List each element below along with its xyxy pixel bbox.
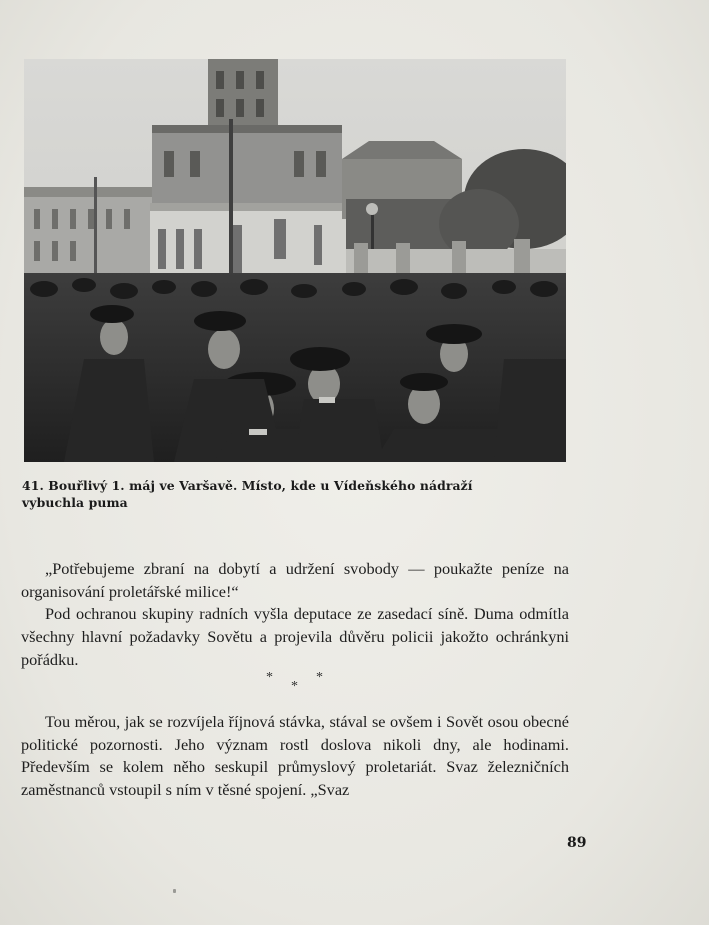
page-number: 89: [567, 835, 587, 851]
paragraph: „Potřebujeme zbraní na dobytí a udržení svobody — poukažte peníze na organisování proletářské milice!“: [21, 559, 569, 601]
asterisk: *: [291, 679, 298, 694]
figure-caption: 41. Bouřlivý 1. máj ve Varšavě. Místo, kde u Vídeňského nádraží vybuchla puma: [22, 478, 473, 510]
paper-speck: [173, 889, 176, 893]
asterisk: *: [316, 670, 323, 685]
paragraph: Tou měrou, jak se rozvíjela říjnová stávka, stával se ovšem i Sovět osou obecné politické pozornosti. Jeho význam rostl doslova nikoli dny, ale hodinami. Především se kolem něho seskupil průmyslový proletariát. Svaz železničních zaměstnanců vstoupil s ním v těsné spojení. „Svaz: [21, 712, 569, 800]
paragraph: Pod ochranou skupiny radních vyšla deputace ze zasedací síně. Duma odmítla všechny hlavní požadavky Sovětu a projevila důvěru policii jakožto ochránkyni pořádku.: [21, 604, 569, 669]
historical-photograph: [24, 59, 566, 462]
text-block-1: [21, 558, 569, 672]
section-separator: [258, 670, 338, 700]
asterisk: *: [266, 670, 273, 685]
text-block-2: [21, 711, 569, 802]
